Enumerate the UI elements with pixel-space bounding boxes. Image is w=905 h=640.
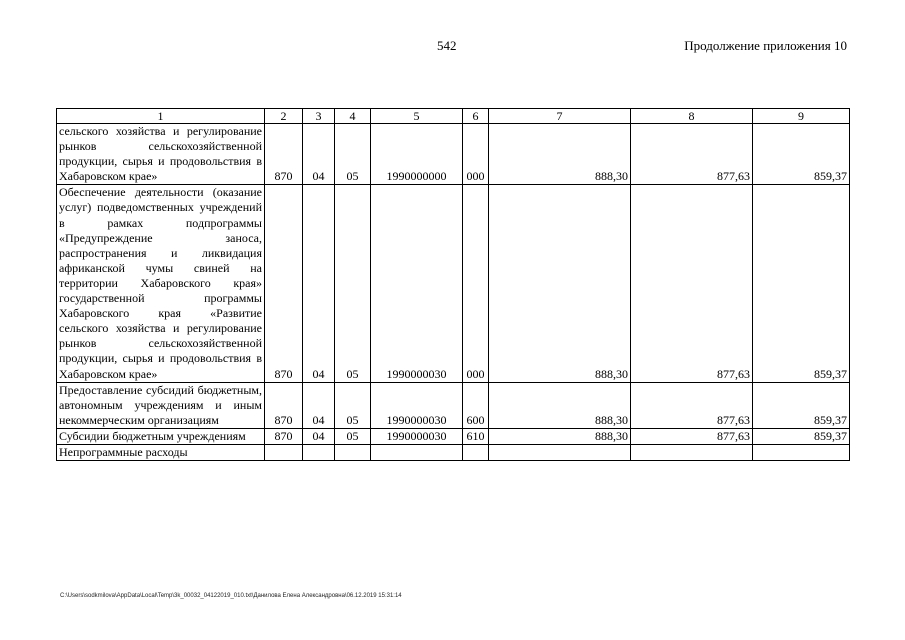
table-header-row: [57, 109, 850, 124]
cell-amount-8: 877,63: [631, 428, 753, 444]
column-header: 2: [265, 109, 303, 124]
cell-section: 04: [303, 185, 335, 382]
cell-expense-type: 610: [463, 428, 489, 444]
cell-subsection: 05: [335, 382, 371, 428]
cell-target-article: 1990000030: [371, 382, 463, 428]
cell-ministry-code: 870: [265, 185, 303, 382]
cell-subsection: 05: [335, 124, 371, 185]
cell-amount-8: 877,63: [631, 382, 753, 428]
cell-target-article: 1990000000: [371, 124, 463, 185]
column-header: 8: [631, 109, 753, 124]
column-header: 3: [303, 109, 335, 124]
cell-amount-7: [489, 444, 631, 460]
cell-section: 04: [303, 382, 335, 428]
cell-amount-9: 859,37: [753, 382, 850, 428]
cell-amount-7: 888,30: [489, 124, 631, 185]
table-row: [57, 444, 850, 460]
row-description: Субсидии бюджетным учреждениям: [57, 428, 265, 444]
cell-amount-9: 859,37: [753, 124, 850, 185]
cell-amount-7: 888,30: [489, 382, 631, 428]
continuation-heading: Продолжение приложения 10: [684, 38, 847, 53]
cell-amount-8: [631, 444, 753, 460]
table-row: [57, 382, 850, 428]
cell-section: 04: [303, 124, 335, 185]
cell-amount-7: 888,30: [489, 185, 631, 382]
row-description: Обеспечение деятельности (оказание услуг) подведомственных учреждений в рамках подпрограммы «Предупреждение заноса, распространения и ликвидация африканской чумы свиней на территории Хабаровского края» государственной программы Хабаровского края «Развитие сельского хозяйства и регулирование рынков сельскохозяйственной продукции, сырья и продовольствия в Хабаровском крае»: [57, 185, 265, 382]
cell-expense-type: [463, 444, 489, 460]
footer-file-path: C:\Users\sodkmilova\AppData\Local\Temp\3k_00032_04122019_010.txt\Данилова Елена Александровна\06.12.2019 15:31:14: [60, 593, 402, 599]
column-header: 9: [753, 109, 850, 124]
column-header: 7: [489, 109, 631, 124]
cell-amount-8: 877,63: [631, 185, 753, 382]
table-row: [57, 428, 850, 444]
cell-ministry-code: 870: [265, 124, 303, 185]
cell-subsection: [335, 444, 371, 460]
cell-amount-7: 888,30: [489, 428, 631, 444]
cell-target-article: 1990000030: [371, 428, 463, 444]
table-row: [57, 185, 850, 382]
column-header: 4: [335, 109, 371, 124]
cell-target-article: [371, 444, 463, 460]
cell-subsection: 05: [335, 185, 371, 382]
cell-ministry-code: 870: [265, 382, 303, 428]
cell-section: 04: [303, 428, 335, 444]
row-description: Непрограммные расходы: [57, 444, 265, 460]
cell-expense-type: 600: [463, 382, 489, 428]
cell-amount-8: 877,63: [631, 124, 753, 185]
cell-target-article: 1990000030: [371, 185, 463, 382]
row-description: Предоставление субсидий бюджетным, автономным учреждениям и иным некоммерческим организациям: [57, 382, 265, 428]
cell-amount-9: [753, 444, 850, 460]
cell-ministry-code: 870: [265, 428, 303, 444]
table-row: [57, 124, 850, 185]
cell-ministry-code: [265, 444, 303, 460]
column-header: 6: [463, 109, 489, 124]
row-description: сельского хозяйства и регулирование рынков сельскохозяйственной продукции, сырья и продовольствия в Хабаровском крае»: [57, 124, 265, 185]
column-header: 5: [371, 109, 463, 124]
budget-table: [56, 108, 850, 461]
cell-section: [303, 444, 335, 460]
cell-amount-9: 859,37: [753, 185, 850, 382]
column-header: 1: [57, 109, 265, 124]
page-number: 542: [437, 38, 457, 53]
cell-expense-type: 000: [463, 124, 489, 185]
cell-amount-9: 859,37: [753, 428, 850, 444]
cell-subsection: 05: [335, 428, 371, 444]
cell-expense-type: 000: [463, 185, 489, 382]
